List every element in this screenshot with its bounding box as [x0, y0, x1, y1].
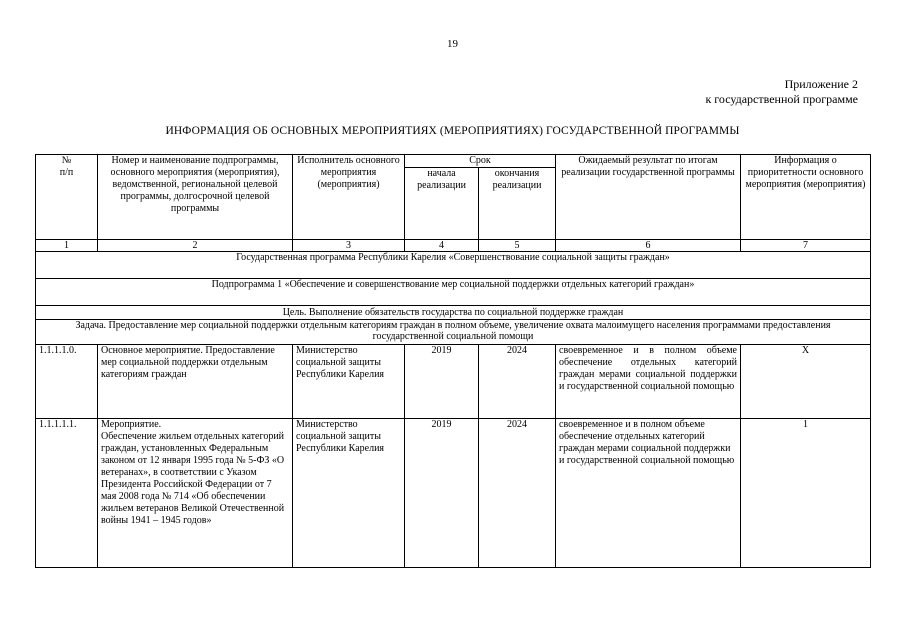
appendix-line-1: Приложение 2 [784, 77, 858, 91]
goal-row [36, 306, 871, 320]
page-number: 19 [447, 38, 458, 50]
subprogram-title: Подпрограмма 1 «Обеспечение и совершенствование мер социальной поддержки отдельных категорий граждан» [36, 279, 871, 306]
activities-table [35, 154, 871, 568]
row-executor: Министерство социальной защиты Республики Карелия [293, 345, 405, 419]
document-title: ИНФОРМАЦИЯ ОБ ОСНОВНЫХ МЕРОПРИЯТИЯХ (МЕРОПРИЯТИЯХ) ГОСУДАРСТВЕННОЙ ПРОГРАММЫ [165, 125, 740, 137]
row-name-cell [98, 419, 293, 568]
column-number: 7 [741, 240, 871, 252]
appendix-note [705, 77, 858, 107]
column-number: 2 [98, 240, 293, 252]
header-result: Ожидаемый результат по итогам реализации государственной программы [556, 155, 741, 240]
row-priority: 1 [741, 419, 871, 568]
column-number: 5 [479, 240, 556, 252]
row-result: своевременное и в полном объеме обеспечение отдельных категорий граждан мерами социальной поддержки и государственной социальной помощью [556, 419, 741, 568]
appendix-line-2: к государственной программе [705, 92, 858, 106]
row-end-year: 2024 [479, 345, 556, 419]
header-term-end: окончания реализации [479, 168, 556, 240]
header-name: Номер и наименование подпрограммы, основного мероприятия (мероприятия), ведомственной, региональной целевой программы, долгосрочной целевой программы [98, 155, 293, 240]
column-number: 1 [36, 240, 98, 252]
row-end-year: 2024 [479, 419, 556, 568]
header-num [36, 155, 98, 240]
column-number: 3 [293, 240, 405, 252]
row-name-heading: Мероприятие. [101, 419, 162, 430]
header-priority: Информация о приоритетности основного мероприятия (мероприятия) [741, 155, 871, 240]
column-numbers-row [36, 240, 871, 252]
row-number: 1.1.1.1.0. [36, 345, 98, 419]
header-row-1 [36, 155, 871, 168]
task-row [36, 320, 871, 345]
row-start-year: 2019 [405, 345, 479, 419]
row-priority: X [741, 345, 871, 419]
goal-text: Цель. Выполнение обязательств государства по социальной поддержке граждан [36, 306, 871, 320]
header-executor: Исполнитель основного мероприятия (мероприятия) [293, 155, 405, 240]
row-result: своевременное и в полном объеме обеспечение отдельных категорий граждан мерами социальной поддержки и государственной социальной помощью [556, 345, 741, 419]
header-num-line-2: п/п [59, 167, 74, 178]
task-text: Задача. Предоставление мер социальной поддержки отдельным категориям граждан в полном объеме, увеличение охвата малоимущего населения программами предоставления государственной социальной помощи [36, 320, 871, 345]
header-term-start: начала реализации [405, 168, 479, 240]
program-row [36, 252, 871, 279]
row-number: 1.1.1.1.1. [36, 419, 98, 568]
table-row [36, 345, 871, 419]
column-number: 6 [556, 240, 741, 252]
program-title: Государственная программа Республики Карелия «Совершенствование социальной защиты граждан» [36, 252, 871, 279]
row-executor: Министерство социальной защиты Республики Карелия [293, 419, 405, 568]
row-name: Обеспечение жильем отдельных категорий граждан, установленных Федеральным законом от 12 января 1995 года № 5-ФЗ «О ветеранах», в соответствии с Указом Президента Российской Федерации от 7 мая 2008 года № 714 «Об обеспечении жильем ветеранов Великой Отечественной войны 1941 – 1945 годов» [101, 431, 285, 526]
row-name: Основное мероприятие. Предоставление мер социальной поддержки отдельным категориям граждан [98, 345, 293, 419]
header-num-line-1: № [61, 155, 72, 166]
header-term: Срок [405, 155, 556, 168]
column-number: 4 [405, 240, 479, 252]
table-row [36, 419, 871, 568]
row-start-year: 2019 [405, 419, 479, 568]
subprogram-row [36, 279, 871, 306]
